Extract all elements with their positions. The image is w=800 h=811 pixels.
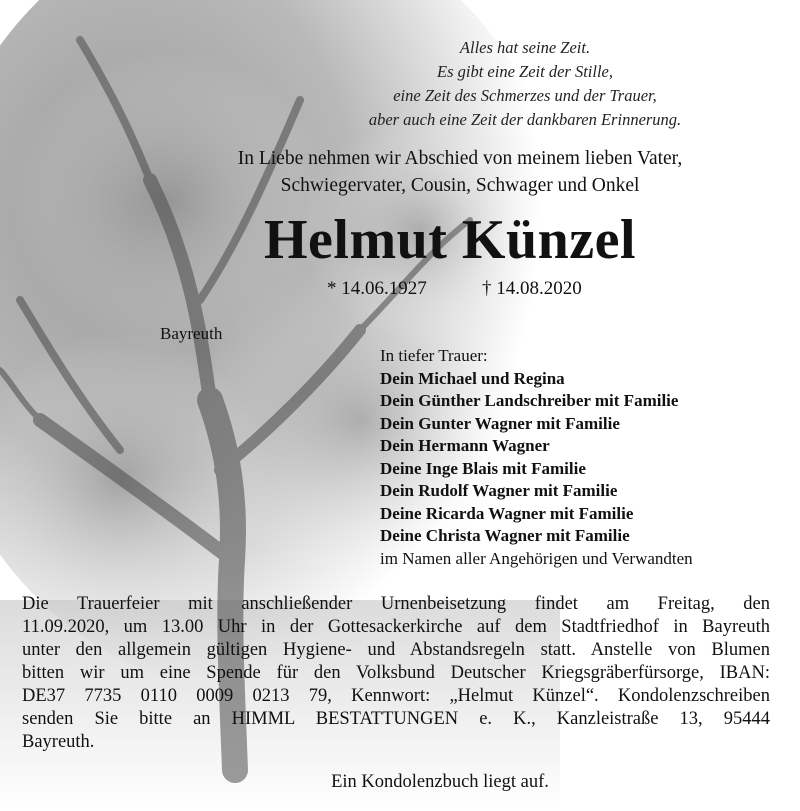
poem-line: Alles hat seine Zeit. xyxy=(459,38,591,57)
poem-line: eine Zeit des Schmerzes und der Trauer, xyxy=(393,86,657,105)
announcement-line: Bayreuth. xyxy=(22,732,95,752)
poem xyxy=(260,36,790,132)
mourners-heading: In tiefer Trauer: xyxy=(380,346,488,365)
mourner-name: Deine Christa Wagner mit Familie xyxy=(380,526,630,545)
funeral-announcement xyxy=(22,593,770,754)
mourner-name: Deine Ricarda Wagner mit Familie xyxy=(380,503,634,523)
mourner-name: Dein Günther Landschreiber mit Familie xyxy=(380,391,679,410)
place: Bayreuth xyxy=(160,324,223,343)
condolence-book-note: Ein Kondolenzbuch liegt auf. xyxy=(331,772,549,792)
announcement-line: Die Trauerfeier mit anschließender Urnenbeisetzung findet am Freitag, den xyxy=(22,594,770,614)
mourners-list xyxy=(380,345,795,570)
mourner-name: Dein Gunter Wagner mit Familie xyxy=(380,413,620,433)
deceased-name: Helmut Künzel xyxy=(263,209,637,271)
announcement-line: 11.09.2020, um 13.00 Uhr in der Gottesackerkirche auf dem Stadtfriedhof in Bayreuth xyxy=(22,617,770,637)
mourner-name: Deine Inge Blais mit Familie xyxy=(380,458,586,478)
birth-date: * 14.06.1927 xyxy=(327,278,427,299)
mourner-name: Dein Michael und Regina xyxy=(380,368,565,388)
death-date: † 14.08.2020 xyxy=(482,278,582,299)
poem-line: Es gibt eine Zeit der Stille, xyxy=(437,62,613,81)
announcement-line: senden Sie bitte an HIMML BESTATTUNGEN e. K., Kanzleistraße 13, 95444 xyxy=(22,709,770,729)
intro-line: Schwiegervater, Cousin, Schwager und Onkel xyxy=(280,175,640,196)
announcement-line: unter den allgemein gültigen Hygiene- und Abstandsregeln statt. Anstelle von Blumen xyxy=(22,640,770,660)
intro-text xyxy=(150,145,770,199)
announcement-line: DE37 7735 0110 0009 0213 79, Kennwort: „Helmut Künzel“. Kondolenzschreiben xyxy=(22,686,770,706)
mourners-footer: im Namen aller Angehörigen und Verwandten xyxy=(380,548,693,568)
mourner-name: Dein Hermann Wagner xyxy=(380,436,550,455)
announcement-line: bitten wir um eine Spende für den Volksbund Deutscher Kriegsgräberfürsorge, IBAN: xyxy=(22,663,770,683)
intro-line: In Liebe nehmen wir Abschied von meinem lieben Vater, xyxy=(237,148,683,169)
mourner-name: Dein Rudolf Wagner mit Familie xyxy=(380,481,618,500)
poem-line: aber auch eine Zeit der dankbaren Erinnerung. xyxy=(368,110,682,129)
